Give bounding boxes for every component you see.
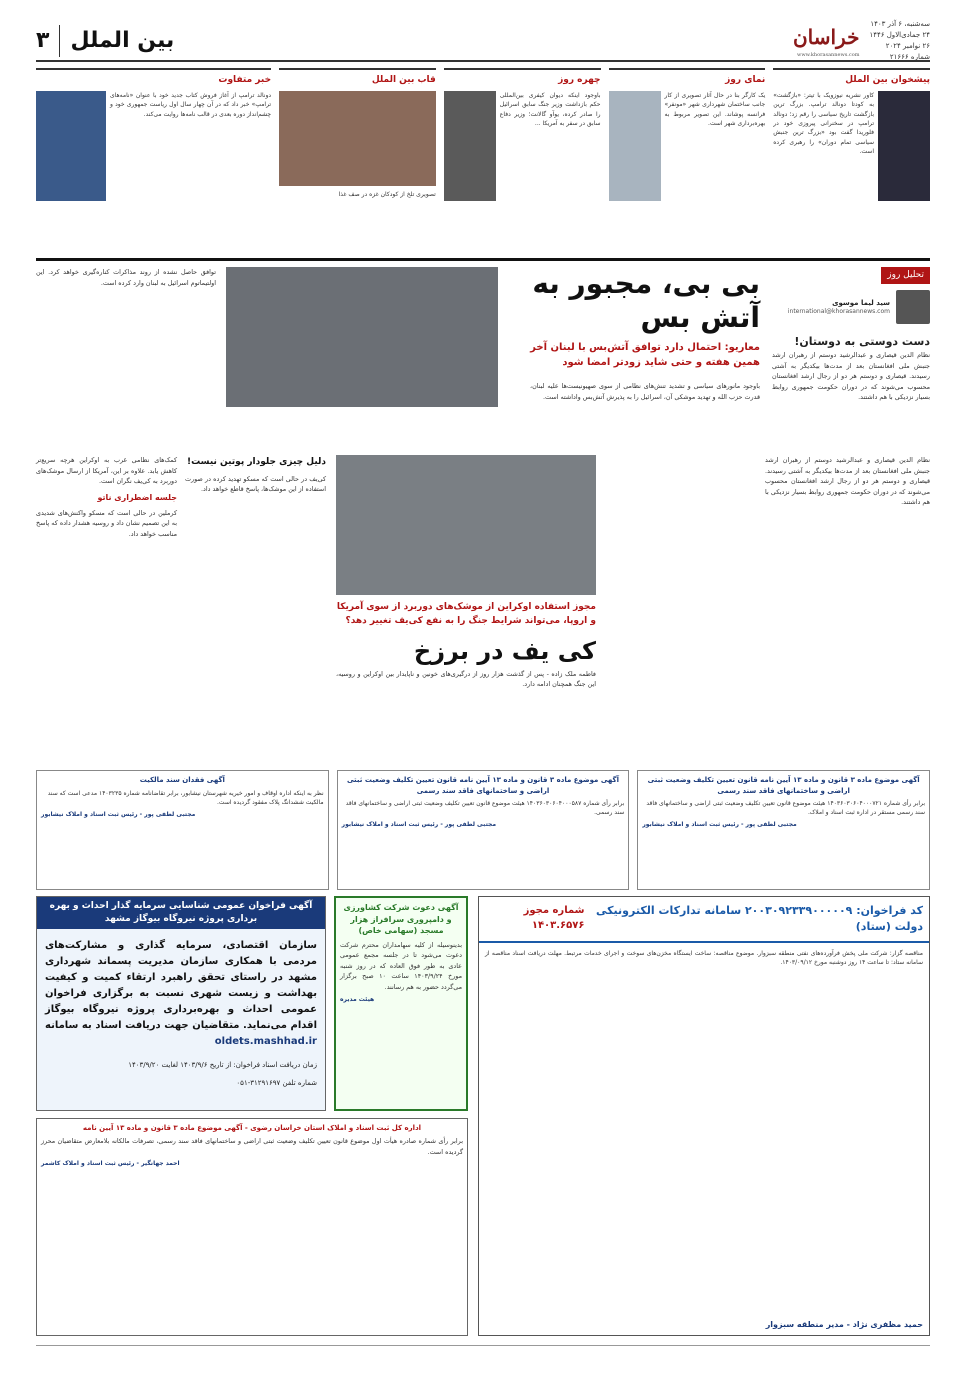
registry-notice-ad <box>36 1118 468 1336</box>
notice-title: آگهی موضوع ماده ۳ قانون و ماده ۱۳ آیین نامه قانون تعیین تکلیف وضعیت ثبتی اراضی و ساختمانهای فاقد سند رسمی <box>647 776 920 795</box>
book-photo <box>36 91 106 201</box>
teaser-newsstand[interactable] <box>773 68 930 248</box>
gaza-children-photo <box>279 91 436 186</box>
lead-kicker: معاریو: احتمال دارد توافق آتش‌بس با لبنان آخر همین هفته و حتی شاید زودتر امضا شود <box>530 342 760 369</box>
nato-subhead: جلسه اضطراری ناتو <box>97 492 177 502</box>
masthead-brand <box>793 19 930 64</box>
oil-tender-body: مناقصه گزار: شرکت ملی پخش فرآورده‌های نفتی منطقه سبزوار. موضوع مناقصه: ساخت ایستگاه مخزن‌های سوخت و اجرای خدمات مرتبط. مهلت دریافت اسناد مناقصه از سامانه ستاد: تا ساعت ۱۴ روز دوشنبه مورخ ۱۴۰۳/۰۹/۱۲. <box>485 949 923 967</box>
notice-text: نظر به اینکه اداره اوقاف و امور خیریه شهرستان نیشابور، برابر تقاضانامه شماره ۱۴۰۳۲۳۵ مدعی است که سند مالکیت ششدانگ پلاک مفقود گردیده است. <box>47 789 324 806</box>
teaser-different[interactable] <box>36 68 271 248</box>
left-col-2 <box>36 455 177 685</box>
ukraine-story <box>36 455 930 755</box>
left-col-text: کی‌یف در حالی است که مسکو تهدید کرده در صورت استفاده از این موشک‌ها، پاسخ قاطع خواهد داد. <box>185 474 326 494</box>
notice-ad-2 <box>337 770 630 890</box>
tender-dates: زمان دریافت اسناد فراخوان: از تاریخ ۱۴۰۳/۹/۶ لغایت ۱۴۰۳/۹/۲۰ <box>128 1061 317 1070</box>
teaser-text: کاور نشریه نیوزویک با تیتر: «بازگشت» به کودتا دونالد ترامپ. بزرگ ترین بازگشت تاریخ سیاسی را رقم زد؛ دونالد ترامپ در سخنرانی پیروزی خود در فلوریدا گفت بود «بزرگ ترین جنبش سیاسی تمام دوران» را رهبری کرده است. <box>773 92 874 155</box>
ukraine-heading <box>336 601 596 690</box>
analysis-tag: تحلیل روز <box>881 267 930 284</box>
left-subhead: دلیل چیزی جلودار پوتین نیست! <box>187 457 326 467</box>
registry-text: برابر رأی شماره صادره هیأت اول موضوع قانون تعیین تکلیف وضعیت ثبتی اراضی و ساختمانهای فاقد سند رسمی، تصرفات مالکانه بلامعارض متقاضیان محرز گردیده است. <box>41 1137 463 1156</box>
legal-notices-row <box>36 770 930 890</box>
section-title: بین الملل <box>70 28 175 54</box>
left-col-text-3: کرملین در حالی است که مسکو واکنش‌های شدیدی به این تصمیم نشان داد و روسیه هشدار داده که پاسخ مناسب خواهد داد. <box>36 508 177 538</box>
portrait-photo <box>444 91 496 201</box>
tender-website-link[interactable]: oldets.mashhad.ir <box>214 1036 317 1048</box>
magazine-cover-image <box>878 91 930 201</box>
lead-heading <box>530 267 760 370</box>
tender-body: سازمان اقتصادی، سرمایه گذاری و مشارکت‌های مردمی با همکاری سازمان مدیریت پسماند شهرداری مشهد در راستای تحقق راهبرد ارتقاء کمیت و کیفیت بهداشت و زیست شهری نسبت به برگزاری فراخوان عمومی احداث و بهره‌برداری پروژه نیروگاه بیوگاز اقدام می‌نماید. متقاضیان جهت دریافت اسناد به سامانه oldets.mashhad.ir <box>45 940 317 1048</box>
notice-ad-3 <box>36 770 329 890</box>
date-gregorian: ۲۶ نوامبر ۲۰۲۴ <box>885 42 930 50</box>
teaser-frame[interactable] <box>279 68 436 248</box>
cabinet-meeting-photo <box>226 267 498 407</box>
oil-tender-title: کد فراخوان: ۲۰۰۳۰۹۲۳۳۹۰۰۰۰۰۹ سامانه تدارکات الکترونیکی دولت (ستاد) <box>596 904 923 933</box>
tender-phone: شماره تلفن ۳۱۲۹۱۶۹۷-۰۵۱ <box>236 1079 317 1088</box>
op-ed-title: دست دوستی به دوستان! <box>794 335 930 349</box>
footer-divider <box>36 1345 930 1346</box>
left-col-1 <box>185 455 326 685</box>
teaser-text: دونالد ترامپ از آغاز فروش کتاب جدید خود با عنوان «نامه‌های ترامپ» خبر داد که در آن چهار سال اول ریاست جمهوری خود و چشم‌انداز دوره بعدی در قالب نامه‌ها روایت می‌کند. <box>109 92 272 118</box>
page-number: ۳ <box>36 25 60 57</box>
permit-number: شماره مجوز ۱۴۰۳.۶۵۷۶ <box>523 905 585 931</box>
notice-title: آگهی موضوع ماده ۳ قانون و ماده ۱۳ آیین نامه قانون تعیین تکلیف وضعیت ثبتی اراضی و ساختمانهای فاقد سند رسمی <box>346 776 620 795</box>
tender-title: آگهی فراخوان عمومی شناسایی سرمایه گذار احداث و بهره برداری پروژه نیروگاه بیوگاز مشهد <box>37 897 325 929</box>
masthead <box>36 19 930 62</box>
ukraine-headline[interactable]: کی یف در برزخ <box>413 637 596 665</box>
left-columns <box>36 455 326 685</box>
notice-signature: مجتبی لطفی پور - رئیس ثبت اسناد و املاک نیشابور <box>341 821 497 828</box>
lead-body-text: باوجود مانورهای سیاسی و تشدید تنش‌های نظامی از سوی صهیونیست‌ها علیه لبنان، قدرت حزب الله و تهدید موشکی آن، اسرائیل را به پذیرش آتش‌بس واداشته است. <box>530 382 760 401</box>
date-block <box>869 19 930 64</box>
oil-tender-header <box>479 897 929 943</box>
teaser-heading: نمای روز <box>725 75 766 85</box>
registry-signature: احمد جهانگیر - رئیس ثبت اسناد و املاک کاشمر <box>41 1160 180 1168</box>
teaser-heading: قاب بین الملل <box>371 75 436 85</box>
author-email[interactable]: international@khorasannews.com <box>787 307 890 315</box>
teaser-row <box>36 68 930 248</box>
left-col-text-2: کمک‌های نظامی غرب به اوکراین هرچه سریع‌تر کاهش یابد. علاوه بر این، آمریکا از ارسال موشک‌های دوربرد به کی‌یف نگران است. <box>36 456 177 486</box>
teaser-heading: خبر متفاوت <box>218 75 272 85</box>
biogas-tender-ad <box>36 896 326 1111</box>
registry-title: اداره کل ثبت اسناد و املاک استان خراسان رضوی - آگهی موضوع ماده ۳ قانون و ماده ۱۳ آیین نامه <box>82 1124 422 1132</box>
teaser-text: باوجود اینکه دیوان کیفری بین‌المللی حکم بازداشت وزیر جنگ سابق اسرائیل را صادر کرده، یوآو گالانت؛ وزیر دفاع سابق در سفر به آمریکا ... <box>499 92 601 127</box>
lead-continued-text: توافق حاصل نشده از روند مذاکرات کناره‌گیری خواهد کرد. این اولتیماتوم اسرائیل به لبنان وارد کرده است. <box>36 268 216 287</box>
shareholders-invite-ad <box>334 896 468 1111</box>
missile-launcher-photo <box>336 455 596 595</box>
oil-tender-signature: حمید مظفری نژاد - مدیر منطقه سبزوار <box>765 1320 923 1330</box>
logo-url[interactable]: www.khorasannews.com <box>797 51 860 58</box>
ukraine-kicker: مجوز استفاده اوکراین از موشک‌های دوربرد از سوی آمریکا و اروپا، می‌تواند شرایط جنگ را به نفع کی‌یف تغییر دهد؟ <box>336 602 596 626</box>
teaser-text: یک کارگر بنا در حال آثار تصویری از کار جانب ساختمان شهرداری شهر «مونفر» فرانسه پوشاند. این تصویر مربوط به بهره‌برداری شهر است. <box>664 92 766 127</box>
right-column <box>765 455 930 508</box>
invite-title: آگهی دعوت شرکت کشاورزی و دامپروری سرافراز هزار مسجد (سهامی خاص) <box>343 903 459 936</box>
author-name: سید لیما موسوی <box>832 298 890 307</box>
notice-ad-1 <box>637 770 930 890</box>
author-avatar <box>896 290 930 324</box>
teaser-face[interactable] <box>444 68 601 248</box>
issue-number: شماره ۲۱۶۶۶ <box>889 53 930 62</box>
date-hijri: ۲۴ جمادی‌الاول ۱۴۴۶ <box>869 30 930 39</box>
oil-tender-ad <box>478 896 930 1336</box>
teaser-heading: چهره روز <box>558 75 601 85</box>
section-header <box>36 25 174 57</box>
analysis-column <box>772 267 930 403</box>
date-persian: سه‌شنبه، ۶ آذر ۱۴۰۳ <box>870 19 930 28</box>
notice-title: آگهی فقدان سند مالکیت <box>139 776 225 784</box>
newspaper-logo[interactable]: خراسان www.khorasannews.com <box>792 24 860 58</box>
invite-signature: هیئت مدیره <box>340 995 375 1003</box>
lead-story <box>36 258 930 448</box>
op-ed-text: نظام الدین قیصاری و عبدالرشید دوستم از رهبران ارشد جنبش ملی افغانستان بعد از مدت‌ها بیکدیگر به آشتی رسیدند. قیصاری و دوستم هر دو از رجال ارشد افغانستان محسوب می‌شوند که در دوران حکومت جمهوری روابط بسیار نزدیکی با هم داشتند. <box>772 350 930 402</box>
notice-text: برابر رأی شماره ۱۴۰۳۶۰۳۰۶۰۴۰۰۰۵۸۷ هیئت موضوع قانون تعیین تکلیف وضعیت ثبتی اراضی و ساختمانهای فاقد سند رسمی. <box>345 800 625 816</box>
teaser-caption: تصویری تلخ از کودکان غزه در صف غذا <box>338 191 436 199</box>
building-photo <box>609 91 661 201</box>
notice-text: برابر رأی شماره ۱۴۰۳۶۰۳۰۶۰۴۰۰۰۷۲۱ هیئت موضوع قانون تعیین تکلیف وضعیت ثبتی اراضی و ساختمانهای فاقد سند رسمی مستقر در اداره ثبت اسناد و املاک. <box>646 800 925 816</box>
notice-signature: مجتبی لطفی پور - رئیس ثبت اسناد و املاک نیشابور <box>642 821 797 828</box>
teaser-view[interactable] <box>609 68 766 248</box>
notice-signature: مجتبی لطفی پور - رئیس ثبت اسناد و املاک نیشابور <box>40 810 196 818</box>
ukraine-lead-text: فاطمه ملک زاده - پس از گذشت هزار روز از درگیری‌های خونین و ناپایدار بین اوکراین و روسیه، این جنگ همچنان ادامه دارد. <box>336 669 596 689</box>
teaser-heading: پیشخوان بین الملل <box>845 75 930 85</box>
invite-text: بدینوسیله از کلیه سهامداران محترم شرکت دعوت می‌شود تا در جلسه مجمع عمومی عادی به طور فوق العاده که در روز شنبه مورخ ۱۴۰۳/۹/۲۴ ساعت ۱۰ صبح برگزار می‌گردد حضور به هم رسانند. <box>340 940 463 992</box>
right-column-text: نظام الدین قیصاری و عبدالرشید دوستم از رهبران ارشد جنبش ملی افغانستان بعد از مدت‌ها بیکدیگر به آشتی رسیدند. قیصاری و دوستم هر دو از رجال ارشد افغانستان محسوب می‌شوند که در دوران حکومت جمهوری روابط بسیار نزدیکی با هم داشتند. <box>765 456 930 507</box>
lead-headline[interactable]: بی بی، مجبور به آتش بس <box>532 267 760 334</box>
